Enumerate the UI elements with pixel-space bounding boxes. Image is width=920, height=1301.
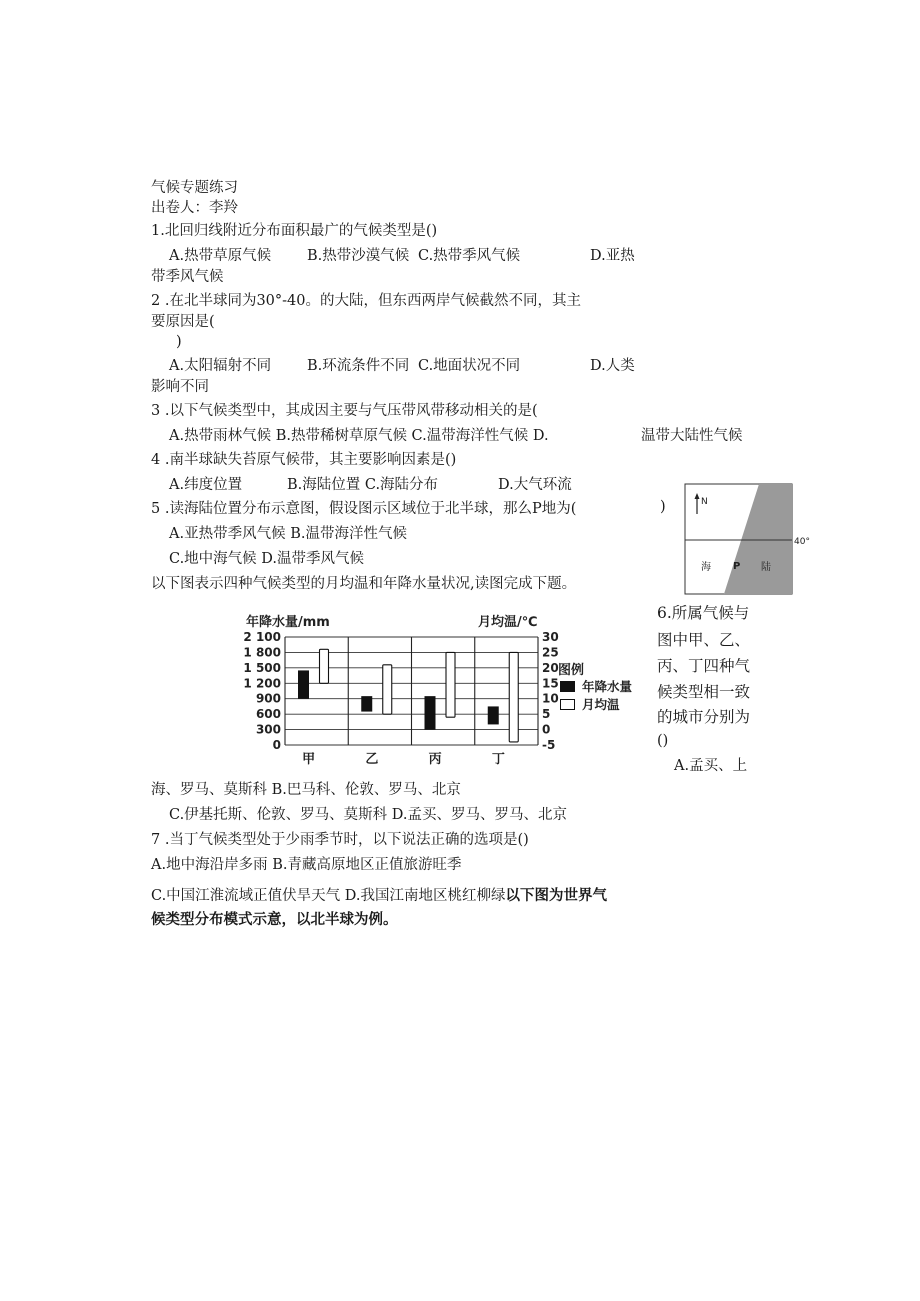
land-label: 陆 bbox=[761, 562, 771, 573]
q1-option-b: B.热带沙漠气候 bbox=[307, 248, 410, 264]
precip-bar bbox=[298, 670, 309, 698]
q1-option-c: C.热带季风气候 bbox=[418, 248, 521, 264]
q2-option-a: A.太阳辐射不同 bbox=[169, 358, 272, 374]
q5-stem-close: ) bbox=[660, 499, 666, 515]
q5-options-2: C.地中海气候 D.温带季风气候 bbox=[169, 551, 365, 567]
legend-title: 图例 bbox=[558, 663, 585, 678]
latitude-label: 40° bbox=[794, 537, 810, 547]
left-tick-label: 1 800 bbox=[243, 645, 281, 660]
right-tick-label: 30 bbox=[542, 630, 559, 644]
q7-stem: 7 .当丁气候类型处于少雨季节时，以下说法正确的选项是() bbox=[151, 832, 529, 848]
q4-option-d: D.大气环流 bbox=[498, 477, 572, 493]
point-p-label: P bbox=[733, 561, 741, 572]
temp-bar bbox=[446, 652, 455, 717]
q1-option-d-cont: 带季风气候 bbox=[151, 269, 224, 285]
left-tick-label: 1 500 bbox=[243, 660, 281, 675]
q6-stem-2: 图中甲、乙、 bbox=[657, 631, 751, 649]
climate-chart bbox=[240, 612, 648, 772]
q5-stem: 5 .读海陆位置分布示意图，假设图示区域位于北半球，那么P地为( bbox=[151, 501, 577, 517]
q7-options-2-line bbox=[151, 886, 607, 906]
q2-stem-2: 要原因是( bbox=[151, 314, 215, 330]
right-tick-label: 10 bbox=[542, 691, 559, 706]
left-tick-label: 2 100 bbox=[243, 630, 281, 644]
q4-stem: 4 .南半球缺失苔原气候带，其主要影响因素是() bbox=[151, 452, 457, 468]
q6-stem-3: 丙、丁四种气 bbox=[657, 657, 751, 675]
q4-option-a: A.纬度位置 bbox=[169, 477, 243, 493]
q2-stem-1: 2 .在北半球同为30°-40。的大陆，但东西两岸气候截然不同，其主 bbox=[151, 293, 581, 309]
temp-bar bbox=[509, 652, 518, 741]
q6-option-a-1: A.孟买、上 bbox=[674, 758, 748, 774]
q3-stem: 3 .以下气候类型中，其成因主要与气压带风带移动相关的是( bbox=[151, 403, 538, 419]
q1-option-d: D.亚热 bbox=[590, 248, 635, 264]
next-section-intro-1: 以下图为世界气 bbox=[505, 888, 608, 904]
left-tick-label: 900 bbox=[255, 691, 281, 706]
q2-option-d-cont: 影响不同 bbox=[151, 379, 209, 395]
legend-precip-swatch bbox=[560, 681, 575, 692]
q1-option-a: A.热带草原气候 bbox=[169, 248, 272, 264]
q2-option-b: B.环流条件不同 bbox=[307, 358, 410, 374]
legend-temp-label: 月均温 bbox=[582, 697, 620, 712]
q5-options-1: A.亚热带季风气候 B.温带海洋性气候 bbox=[169, 526, 407, 542]
right-axis-label: 月均温/℃ bbox=[478, 615, 538, 630]
right-tick-label: 0 bbox=[542, 722, 551, 737]
temp-bar bbox=[320, 649, 329, 683]
legend-precip-label: 年降水量 bbox=[582, 679, 633, 694]
left-tick-label: 300 bbox=[255, 722, 281, 737]
north-label: N bbox=[701, 497, 708, 507]
legend-temp-swatch bbox=[561, 700, 575, 710]
q6-stem-1: 6.所属气候与 bbox=[657, 604, 750, 622]
temp-bar bbox=[383, 665, 392, 714]
left-tick-label: 600 bbox=[255, 707, 281, 722]
q2-option-d: D.人类 bbox=[590, 358, 635, 374]
q7-options-2: C.中国江淮流域正值伏旱天气 D.我国江南地区桃红柳绿 bbox=[151, 888, 506, 904]
q6-stem-6: () bbox=[657, 733, 669, 749]
category-label: 丙 bbox=[428, 752, 442, 767]
precip-bar bbox=[361, 696, 372, 711]
right-tick-label: 20 bbox=[542, 660, 559, 675]
left-axis-label: 年降水量/mm bbox=[246, 615, 330, 630]
page-title: 气候专题练习 bbox=[151, 180, 238, 196]
right-tick-label: 25 bbox=[542, 645, 559, 660]
category-label: 乙 bbox=[365, 752, 379, 767]
q6-stem-4: 候类型相一致 bbox=[657, 683, 751, 701]
category-label: 甲 bbox=[302, 752, 316, 767]
q2-stem-3: ) bbox=[176, 334, 182, 350]
q1-stem: 1.北回归线附近分布面积最广的气候类型是() bbox=[151, 223, 438, 239]
q7-options-1: A.地中海沿岸多雨 B.青藏高原地区正值旅游旺季 bbox=[151, 857, 462, 873]
q3-option-d: 温带大陆性气候 bbox=[641, 428, 743, 444]
q2-option-c: C.地面状况不同 bbox=[418, 358, 521, 374]
q6-options-cd: C.伊基托斯、伦敦、罗马、莫斯科 D.孟买、罗马、罗马、北京 bbox=[169, 807, 568, 823]
author-line: 出卷人：李羚 bbox=[151, 200, 238, 216]
next-section-intro-2: 候类型分布模式示意，以北半球为例。 bbox=[151, 912, 398, 928]
q3-options: A.热带雨林气候 B.热带稀树草原气候 C.温带海洋性气候 D. bbox=[169, 428, 549, 444]
right-tick-label: 15 bbox=[542, 676, 559, 691]
precip-bar bbox=[425, 696, 436, 729]
left-tick-label: 1 200 bbox=[243, 676, 281, 691]
precip-bar bbox=[488, 706, 499, 724]
right-tick-label: -5 bbox=[542, 738, 556, 752]
q6-stem-5: 的城市分别为 bbox=[657, 708, 751, 726]
left-tick-label: 0 bbox=[272, 738, 281, 752]
q4-options-bc: B.海陆位置 C.海陆分布 bbox=[287, 477, 439, 493]
right-tick-label: 5 bbox=[542, 707, 551, 722]
category-label: 丁 bbox=[491, 752, 505, 767]
chart-intro: 以下图表示四种气候类型的月均温和年降水量状况,读图完成下题。 bbox=[151, 576, 577, 592]
sea-label: 海 bbox=[701, 562, 711, 573]
q6-option-a-2: 海、罗马、莫斯科 B.巴马科、伦敦、罗马、北京 bbox=[151, 782, 461, 798]
sea-land-map bbox=[661, 482, 816, 598]
